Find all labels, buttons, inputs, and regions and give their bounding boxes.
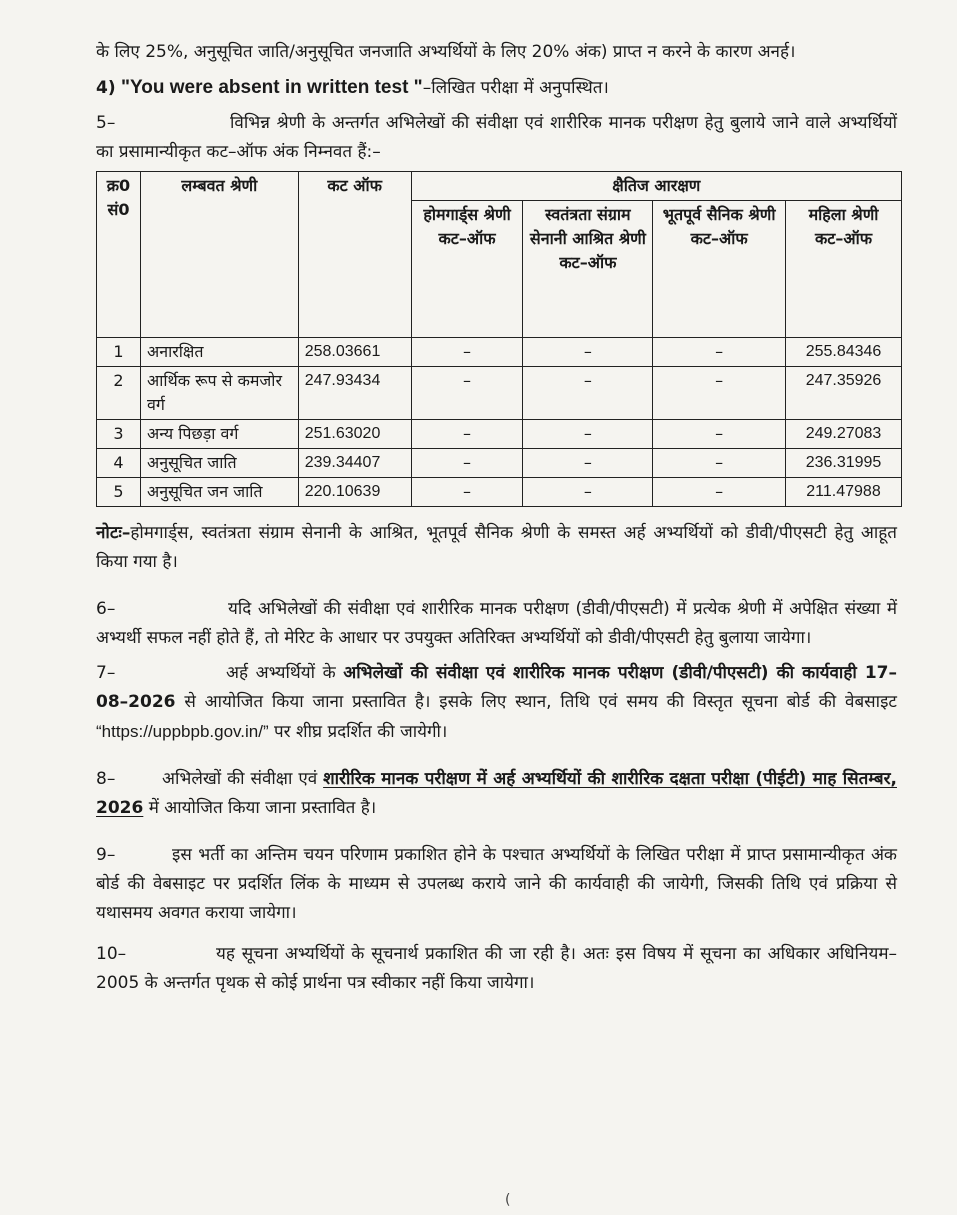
- paragraph-5-number: 5–: [96, 113, 116, 133]
- paragraph-8-rest: में आयोजित किया जाना प्रस्तावित है।: [148, 798, 377, 818]
- cell-women: 211.47988: [786, 478, 902, 507]
- note-paragraph: [96, 519, 897, 577]
- header-cutoff: कट ऑफ: [298, 172, 411, 338]
- cell-cutoff: 247.93434: [298, 367, 411, 420]
- cell-freedom-fighter: –: [523, 449, 653, 478]
- intro-text: के लिए 25%, अनुसूचित जाति/अनुसूचित जनजाति अभ्यर्थियों के लिए 20% अंक) प्राप्त न करने के कारण अनर्ह।: [96, 42, 796, 62]
- cell-ex-servicemen: –: [653, 367, 786, 420]
- paragraph-4-hindi: –लिखित परीक्षा में अनुपस्थित।: [422, 78, 609, 98]
- cell-homeguards: –: [411, 449, 523, 478]
- table-row: [97, 338, 902, 367]
- cell-homeguards: –: [411, 367, 523, 420]
- paragraph-8-number: 8–: [96, 769, 116, 789]
- table-row: [97, 449, 902, 478]
- paragraph-6-text: यदि अभिलेखों की संवीक्षा एवं शारीरिक मानक परीक्षण (डीवी/पीएसटी) में प्रत्येक श्रेणी में अपेक्षित संख्या में अभ्यर्थी सफल नहीं होते हैं, तो मेरिट के आधार पर उपयुक्त अतिरिक्त अभ्यर्थियों को डीवी/पीएसटी हेतु बुलाया जायेगा।: [96, 599, 897, 648]
- header-homeguards: होमगार्ड्स श्रेणी कट–ऑफ: [411, 201, 523, 338]
- cell-category: अनुसूचित जाति: [140, 449, 298, 478]
- cell-sn: 5: [97, 478, 141, 507]
- paragraph-4-english: "You were absent in written test ": [121, 77, 423, 98]
- cell-women: 236.31995: [786, 449, 902, 478]
- cell-category: अनारक्षित: [140, 338, 298, 367]
- cell-ex-servicemen: –: [653, 338, 786, 367]
- cell-category: अन्य पिछड़ा वर्ग: [140, 420, 298, 449]
- paragraph-10-text: यह सूचना अभ्यर्थियों के सूचनार्थ प्रकाशित की जा रही है। अतः इस विषय में सूचना का अधिकार अधिनियम–2005 के अन्तर्गत पृथक से कोई प्रार्थना पत्र स्वीकार नहीं किया जायेगा।: [96, 944, 897, 993]
- paragraph-8-bold: शारीरिक मानक परीक्षण में अर्ह अभ्यर्थियों की शारीरिक दक्षता परीक्षा (पीईटी) माह सितम्बर, 2026: [96, 769, 897, 818]
- table-row: [97, 478, 902, 507]
- cell-cutoff: 258.03661: [298, 338, 411, 367]
- header-serial: क्र0 सं0: [97, 172, 141, 338]
- paragraph-7-bold: अभिलेखों की संवीक्षा एवं शारीरिक मानक परीक्षण (डीवी/पीएसटी) की कार्यवाही 17–08–2026: [96, 663, 898, 712]
- header-ex-servicemen: भूतपूर्व सैनिक श्रेणी कट–ऑफ: [653, 201, 786, 338]
- paragraph-7-rest: से आयोजित किया जाना प्रस्तावित है। इसके लिए स्थान, तिथि एवं समय की विस्तृत सूचना बोर्ड की वेबसाइट: [184, 692, 897, 712]
- cell-cutoff: 220.10639: [298, 478, 411, 507]
- cell-freedom-fighter: –: [523, 420, 653, 449]
- header-women: महिला श्रेणी कट–ऑफ: [786, 201, 902, 338]
- paragraph-5-text: विभिन्न श्रेणी के अन्तर्गत अभिलेखों की संवीक्षा एवं शारीरिक मानक परीक्षण हेतु बुलाये जाने वाले अभ्यर्थियों का प्रसामान्यीकृत कट–ऑफ अंक निम्नवत हैं:–: [96, 113, 897, 162]
- page-mark: (: [505, 1192, 511, 1208]
- paragraph-9: [96, 841, 897, 928]
- cell-sn: 2: [97, 367, 141, 420]
- cell-cutoff: 239.34407: [298, 449, 411, 478]
- cell-ex-servicemen: –: [653, 449, 786, 478]
- paragraph-9-number: 9–: [96, 845, 116, 865]
- header-freedom-fighter: स्वतंत्रता संग्राम सेनानी आश्रित श्रेणी कट–ऑफ: [523, 201, 653, 338]
- cell-sn: 4: [97, 449, 141, 478]
- cell-women: 249.27083: [786, 420, 902, 449]
- table-row: [97, 420, 902, 449]
- cell-sn: 3: [97, 420, 141, 449]
- cell-ex-servicemen: –: [653, 420, 786, 449]
- paragraph-10-number: 10–: [96, 944, 127, 964]
- cell-ex-servicemen: –: [653, 478, 786, 507]
- paragraph-7: [96, 659, 897, 747]
- paragraph-5: [96, 109, 897, 167]
- cell-freedom-fighter: –: [523, 478, 653, 507]
- paragraph-9-text: इस भर्ती का अन्तिम चयन परिणाम प्रकाशित होने के पश्चात अभ्यर्थियों के लिखित परीक्षा में प्राप्त प्रसामान्यीकृत अंक बोर्ड की वेबसाइट पर प्रदर्शित लिंक के माध्यम से उपलब्ध कराये जाने की कार्यवाही की जायेगी, जिसकी तिथि एवं प्रक्रिया से यथासमय अवगत कराया जायेगा।: [96, 845, 897, 923]
- cell-women: 247.35926: [786, 367, 902, 420]
- cell-freedom-fighter: –: [523, 338, 653, 367]
- cell-homeguards: –: [411, 420, 523, 449]
- cell-homeguards: –: [411, 478, 523, 507]
- cutoff-table: [96, 171, 902, 507]
- paragraph-6-number: 6–: [96, 599, 116, 619]
- note-text: होमगार्ड्स, स्वतंत्रता संग्राम सेनानी के आश्रित, भूतपूर्व सैनिक श्रेणी के समस्त अर्ह अभ्यर्थियों को डीवी/पीएसटी हेतु आहूत किया गया है।: [96, 523, 897, 572]
- paragraph-7-tail: पर शीघ्र प्रदर्शित की जायेगी।: [274, 722, 448, 742]
- cell-cutoff: 251.63020: [298, 420, 411, 449]
- paragraph-4-number: 4): [96, 78, 116, 98]
- header-horizontal: क्षैतिज आरक्षण: [411, 172, 901, 201]
- intro-paragraph: [96, 38, 897, 67]
- cell-category: आर्थिक रूप से कमजोर वर्ग: [140, 367, 298, 420]
- paragraph-6: [96, 595, 897, 653]
- cell-women: 255.84346: [786, 338, 902, 367]
- note-label: नोटः–: [96, 523, 131, 543]
- website-url: “https://uppbpb.gov.in/”: [96, 722, 269, 741]
- cell-freedom-fighter: –: [523, 367, 653, 420]
- table-row: [97, 367, 902, 420]
- paragraph-8-lead: अभिलेखों की संवीक्षा एवं: [162, 769, 318, 789]
- cell-sn: 1: [97, 338, 141, 367]
- paragraph-7-lead: अर्ह अभ्यर्थियों के: [226, 663, 336, 683]
- table-header-row: [97, 172, 902, 201]
- paragraph-8: [96, 765, 897, 823]
- paragraph-7-number: 7–: [96, 663, 116, 683]
- header-category: लम्बवत श्रेणी: [140, 172, 298, 338]
- cell-homeguards: –: [411, 338, 523, 367]
- cell-category: अनुसूचित जन जाति: [140, 478, 298, 507]
- paragraph-4: [96, 73, 897, 103]
- paragraph-10: [96, 940, 897, 998]
